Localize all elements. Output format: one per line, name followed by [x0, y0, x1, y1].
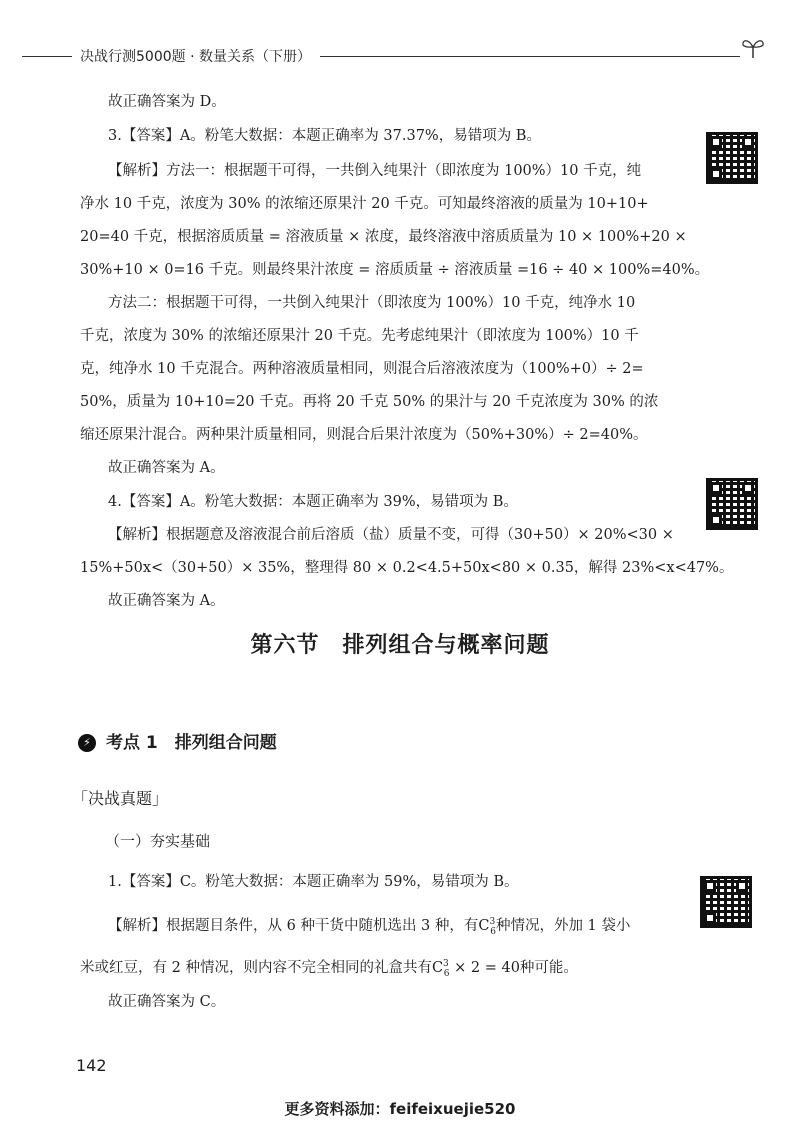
analysis-line: 【解析】根据题意及溶液混合前后溶质（盐）质量不变，可得（30+50）× 20%<30 ×	[108, 527, 674, 543]
text-line: 50%，质量为 10+10=20 千克。再将 20 千克 50% 的果汁与 20 千克浓度为 30% 的浓	[80, 394, 659, 410]
answer-line-1: 1.【答案】C。粉笔大数据：本题正确率为 59%，易错项为 B。	[108, 874, 519, 890]
qr-code-icon[interactable]	[706, 478, 758, 530]
text-line: 15%+50x<（30+50）× 35%，整理得 80 × 0.2<4.5+50x<80 × 0.35，解得 23%<x<47%。	[80, 560, 734, 576]
page-number: 142	[76, 1056, 107, 1075]
running-header	[0, 34, 800, 74]
answer-line-4: 4.【答案】A。粉笔大数据：本题正确率为 39%，易错项为 B。	[108, 494, 518, 510]
text-line: 20=40 千克，根据溶质质量 = 溶液质量 × 浓度，最终溶液中溶质质量为 10 × 100%+20 ×	[80, 229, 687, 245]
combination-symbol: $^3_6$	[443, 959, 450, 979]
kaodian-label: 考点 1 排列组合问题	[106, 733, 277, 753]
text-line: 方法二：根据题干可得，一共倒入纯果汁（即浓度为 100%）10 千克，纯净水 10	[108, 295, 636, 311]
text-line: 缩还原果汁混合。两种果汁质量相同，则混合后果汁浓度为（50%+30%）÷ 2=40%。	[80, 427, 648, 443]
text-line: 30%+10 × 0=16 千克。则最终果汁浓度 = 溶质质量 ÷ 溶液质量 =16 ÷ 40 × 100%=40%。	[80, 262, 710, 278]
answer-line-3: 3.【答案】A。粉笔大数据：本题正确率为 37.37%，易错项为 B。	[108, 128, 541, 144]
text-line: 克，纯净水 10 千克混合。两种溶液质量相同，则混合后溶液浓度为（100%+0）÷ 2=	[80, 361, 644, 377]
qr-code-icon[interactable]	[706, 132, 758, 184]
lightning-icon: ⚡	[78, 734, 96, 752]
kaodian-heading	[78, 728, 277, 753]
text-line: 故正确答案为 A。	[108, 593, 225, 609]
header-title: 决战行测5000题 · 数量关系（下册）	[80, 49, 311, 65]
analysis-line: 【解析】方法一：根据题干可得，一共倒入纯果汁（即浓度为 100%）10 千克，纯	[108, 163, 642, 179]
conclusion-line: 故正确答案为 C。	[108, 994, 226, 1010]
combination-symbol: $^3_6$	[489, 917, 496, 937]
section-title: 第六节 排列组合与概率问题	[250, 633, 550, 658]
text-line: 千克，浓度为 30% 的浓缩还原果汁 20 千克。先考虑纯果汁（即浓度为 100%）10 千	[80, 328, 639, 344]
text-line: 故正确答案为 D。	[108, 94, 226, 110]
header-rule-right	[320, 56, 740, 57]
analysis-line: 【解析】根据题目条件，从 6 种干货中随机选出 3 种，有$C^3_6$种情况，外加 1 袋小	[108, 906, 708, 949]
sprout-icon	[738, 36, 768, 60]
sub-heading: （一）夯实基础	[105, 832, 211, 850]
text-line: 净水 10 千克，浓度为 30% 的浓缩还原果汁 20 千克。可知最终溶液的质量为 10+10+	[80, 196, 649, 212]
header-rule-left	[22, 56, 72, 57]
text-line: 米或红豆，有 2 种情况，则内容不完全相同的礼盒共有$C^3_6 \times 2 = 40$种可能。	[80, 948, 680, 991]
text-line: 故正确答案为 A。	[108, 460, 225, 476]
footer-note: 更多资料添加：feifeixuejie520	[284, 1100, 516, 1118]
zhenti-label: 「决战真题」	[72, 789, 169, 808]
